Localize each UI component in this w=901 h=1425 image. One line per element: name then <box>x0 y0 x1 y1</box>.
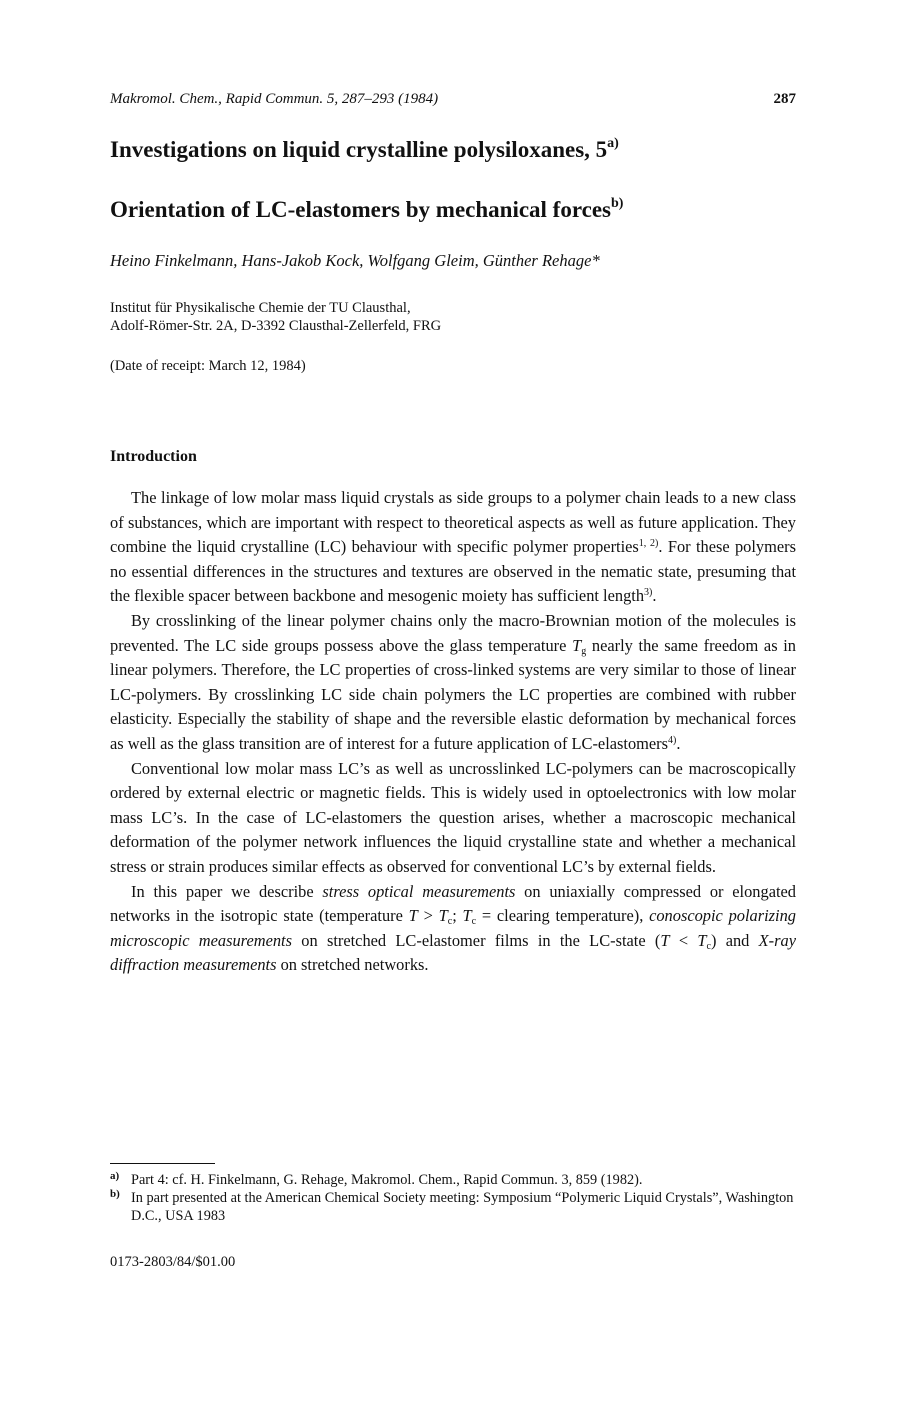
footnote-divider <box>110 1163 215 1164</box>
date-of-receipt: (Date of receipt: March 12, 1984) <box>110 358 306 374</box>
citation-1-2: 1, 2) <box>638 538 659 550</box>
symbol-greater-than: > <box>417 906 439 926</box>
symbol-less-than: < <box>669 930 698 950</box>
p4-text-f: on stretched networks. <box>276 955 429 975</box>
subscript-c: c <box>471 916 477 928</box>
symbol-T: T <box>660 930 670 950</box>
footnote-b <box>110 1189 796 1225</box>
section-heading-introduction: Introduction <box>110 448 197 465</box>
p4-text-a: In this paper we describe <box>131 881 323 901</box>
symbol-T: T <box>462 906 472 926</box>
paper-title <box>110 197 623 223</box>
citation-3: 3) <box>644 587 653 599</box>
affiliation <box>110 299 441 335</box>
semicolon: ; <box>452 906 463 926</box>
p4-text-e: ) and <box>710 930 759 950</box>
p2-text-b: nearly the same freedom as in linear polymers. Therefore, the LC properties of cross-linked systems are very similar to those of linear LC-polymers. By crosslinking LC side chain polymers the LC properties are combined with rubber elasticity. Especially the stability of shape and the reversible elastic deformation by mechanical forces as well as the glass transition are of interest for a future application of LC-elastomers <box>110 635 797 753</box>
running-header <box>110 91 796 108</box>
series-title <box>110 137 619 163</box>
symbol-T: T <box>697 930 707 950</box>
author-list: Heino Finkelmann, Hans-Jakob Kock, Wolfgang Gleim, Günther Rehage* <box>110 251 600 270</box>
affiliation-line-1: Institut für Physikalische Chemie der TU Clausthal, <box>110 300 411 316</box>
p4-text-b: on uniaxially compressed or elongated networks in the isotropic state (temperature <box>110 881 796 926</box>
footnotes <box>110 1171 796 1225</box>
p1-text-b: . For these polymers no essential differences in the structures and textures are observed in the nematic state, presuming that the flexible spacer between backbone and mesogenic moiety has sufficient length <box>110 537 796 606</box>
footnote-mark-a: a) <box>607 136 619 151</box>
p4-text-c: = clearing temperature), <box>476 906 650 926</box>
paragraph-3: Conventional low molar mass LC’s as well as uncrosslinked LC-polymers can be macroscopically ordered by external electric or magnetic fields. This is widely used in optoelectronics with low molar mass LC’s. In the case of LC-elastomers the question arises, whether a macroscopic mechanical deformation of the polymer network influences the liquid crystalline state and whether a mechanical stress or strain produces similar effects as observed for conventional LC’s by external fields. <box>110 758 796 876</box>
paper-title-text: Orientation of LC-elastomers by mechanical forces <box>110 197 612 222</box>
paragraph-4 <box>110 880 796 978</box>
series-title-text: Investigations on liquid crystalline polysiloxanes, 5 <box>110 137 608 162</box>
publication-code: 0173-2803/84/$01.00 <box>110 1254 236 1270</box>
footnote-a <box>110 1171 796 1189</box>
symbol-T: T <box>438 906 448 926</box>
subscript-g: g <box>581 645 587 657</box>
footnote-a-mark: a) <box>110 1170 120 1182</box>
p1-text-c: . <box>652 586 657 606</box>
footnote-mark-b: b) <box>611 196 624 211</box>
page-number: 287 <box>773 91 796 107</box>
p1-text-a: The linkage of low molar mass liquid crystals as side groups to a polymer chain leads to a new class of substances, which are important with respect to theoretical aspects as well as future application. They combine the liquid crystalline (LC) behaviour with specific polymer properties <box>110 488 796 557</box>
subscript-c: c <box>706 940 711 952</box>
paragraph-2 <box>110 609 796 757</box>
p2-text-c: . <box>676 733 681 753</box>
p4-text-d: on stretched LC-elastomer films in the LC-state ( <box>291 930 661 950</box>
footnote-b-mark: b) <box>110 1188 120 1200</box>
emphasis-conoscopic: conoscopic polarizing microscopic measurements <box>110 906 796 950</box>
body-text <box>110 486 796 978</box>
footnote-b-text: In part presented at the American Chemical Society meeting: Symposium “Polymeric Liquid Crystals”, Washington D.C., USA 1983 <box>131 1190 794 1224</box>
affiliation-line-2: Adolf-Römer-Str. 2A, D-3392 Clausthal-Zellerfeld, FRG <box>110 318 442 334</box>
symbol-T: T <box>572 635 582 655</box>
journal-citation: Makromol. Chem., Rapid Commun. 5, 287–293 (1984) <box>110 91 439 107</box>
symbol-T: T <box>408 906 418 926</box>
citation-4: 4) <box>668 734 677 746</box>
paragraph-1 <box>110 486 796 609</box>
footnote-a-text: Part 4: cf. H. Finkelmann, G. Rehage, Makromol. Chem., Rapid Commun. 3, 859 (1982). <box>131 1172 643 1188</box>
subscript-c: c <box>447 916 453 928</box>
emphasis-xray: X-ray diffraction measurements <box>110 930 796 975</box>
p2-text-a: By crosslinking of the linear polymer chains only the macro-Brownian motion of the molecules is prevented. The LC side groups possess above the glass temperature <box>110 610 796 655</box>
emphasis-stress-optical: stress optical measurements <box>322 881 516 901</box>
